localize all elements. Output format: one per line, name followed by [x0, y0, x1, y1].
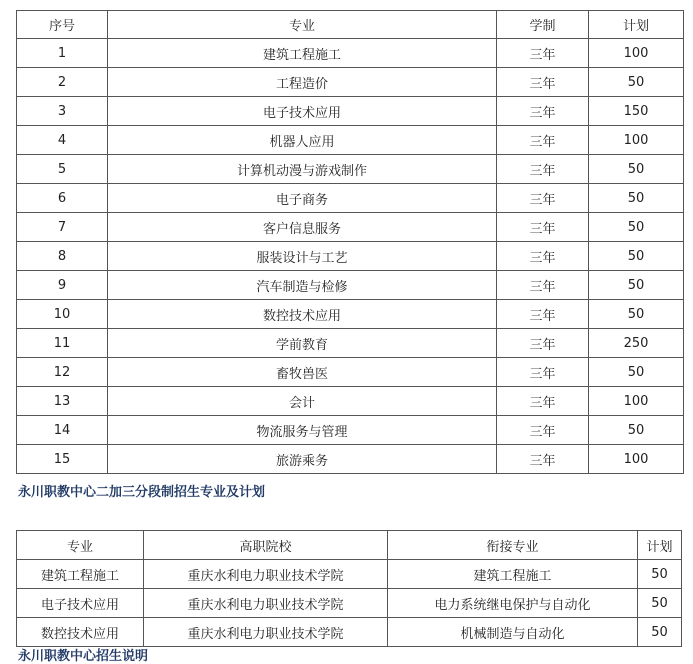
- cell-duration: 三年: [497, 184, 589, 213]
- cell-index: 11: [17, 329, 108, 358]
- cell-index: 12: [17, 358, 108, 387]
- cell-index: 6: [17, 184, 108, 213]
- cell-plan: 50: [638, 618, 682, 647]
- table-row: [17, 68, 684, 97]
- header-college: 高职院校: [144, 531, 388, 560]
- cell-duration: 三年: [497, 126, 589, 155]
- cell-major: 客户信息服务: [108, 213, 497, 242]
- cell-linked-major: 建筑工程施工: [388, 560, 638, 589]
- cell-duration: 三年: [497, 39, 589, 68]
- table-row: [17, 300, 684, 329]
- cell-index: 4: [17, 126, 108, 155]
- cell-plan: 50: [638, 560, 682, 589]
- header-major: 专业: [17, 531, 144, 560]
- table-row: [17, 126, 684, 155]
- table-row: [17, 97, 684, 126]
- cell-major: 数控技术应用: [108, 300, 497, 329]
- cell-major: 会计: [108, 387, 497, 416]
- cell-plan: 50: [589, 300, 684, 329]
- cell-linked-major: 电力系统继电保护与自动化: [388, 589, 638, 618]
- cell-major: 畜牧兽医: [108, 358, 497, 387]
- table-row: [17, 329, 684, 358]
- cell-index: 3: [17, 97, 108, 126]
- cell-major: 物流服务与管理: [108, 416, 497, 445]
- cell-major: 电子技术应用: [17, 589, 144, 618]
- table-row: [17, 39, 684, 68]
- cell-major: 工程造价: [108, 68, 497, 97]
- cell-index: 15: [17, 445, 108, 474]
- cell-linked-major: 机械制造与自动化: [388, 618, 638, 647]
- two-plus-three-table: [16, 530, 682, 647]
- cell-index: 8: [17, 242, 108, 271]
- cell-duration: 三年: [497, 271, 589, 300]
- table-row: [17, 155, 684, 184]
- table-header-row: [17, 531, 682, 560]
- cell-index: 7: [17, 213, 108, 242]
- header-index: 序号: [17, 11, 108, 39]
- table-row: [17, 271, 684, 300]
- header-plan: 计划: [589, 11, 684, 39]
- table-row: [17, 589, 682, 618]
- table-row: [17, 618, 682, 647]
- cell-index: 1: [17, 39, 108, 68]
- cell-plan: 100: [589, 387, 684, 416]
- cell-college: 重庆水利电力职业技术学院: [144, 560, 388, 589]
- cell-plan: 100: [589, 445, 684, 474]
- cell-plan: 50: [638, 589, 682, 618]
- cell-duration: 三年: [497, 300, 589, 329]
- cell-college: 重庆水利电力职业技术学院: [144, 618, 388, 647]
- table-row: [17, 560, 682, 589]
- table-row: [17, 416, 684, 445]
- cell-plan: 100: [589, 126, 684, 155]
- cell-duration: 三年: [497, 242, 589, 271]
- table-row: [17, 358, 684, 387]
- cell-major: 电子商务: [108, 184, 497, 213]
- cell-major: 建筑工程施工: [17, 560, 144, 589]
- cell-plan: 150: [589, 97, 684, 126]
- cell-college: 重庆水利电力职业技术学院: [144, 589, 388, 618]
- cell-index: 5: [17, 155, 108, 184]
- cutoff-heading: 永川职教中心招生说明: [18, 649, 149, 664]
- cell-major: 电子技术应用: [108, 97, 497, 126]
- header-plan: 计划: [638, 531, 682, 560]
- cell-duration: 三年: [497, 213, 589, 242]
- cell-major: 数控技术应用: [17, 618, 144, 647]
- table-header-row: [17, 11, 684, 39]
- cell-major: 计算机动漫与游戏制作: [108, 155, 497, 184]
- cell-major: 建筑工程施工: [108, 39, 497, 68]
- cell-major: 旅游乘务: [108, 445, 497, 474]
- table-row: [17, 242, 684, 271]
- cell-duration: 三年: [497, 358, 589, 387]
- cell-plan: 50: [589, 242, 684, 271]
- header-linked-major: 衔接专业: [388, 531, 638, 560]
- cell-duration: 三年: [497, 329, 589, 358]
- cell-plan: 100: [589, 39, 684, 68]
- cell-plan: 50: [589, 271, 684, 300]
- cell-duration: 三年: [497, 97, 589, 126]
- cell-index: 13: [17, 387, 108, 416]
- cell-duration: 三年: [497, 416, 589, 445]
- cell-major: 汽车制造与检修: [108, 271, 497, 300]
- cell-index: 10: [17, 300, 108, 329]
- cell-plan: 50: [589, 358, 684, 387]
- cell-plan: 50: [589, 416, 684, 445]
- cell-index: 2: [17, 68, 108, 97]
- cell-major: 机器人应用: [108, 126, 497, 155]
- table-row: [17, 387, 684, 416]
- header-duration: 学制: [497, 11, 589, 39]
- section-title: 永川职教中心二加三分段制招生专业及计划: [18, 485, 266, 500]
- cell-plan: 50: [589, 184, 684, 213]
- table-row: [17, 213, 684, 242]
- header-major: 专业: [108, 11, 497, 39]
- cell-plan: 250: [589, 329, 684, 358]
- cell-index: 9: [17, 271, 108, 300]
- cell-duration: 三年: [497, 387, 589, 416]
- cell-major: 学前教育: [108, 329, 497, 358]
- enrollment-plan-table: [16, 10, 684, 474]
- cell-duration: 三年: [497, 155, 589, 184]
- cell-duration: 三年: [497, 68, 589, 97]
- table-row: [17, 445, 684, 474]
- cell-duration: 三年: [497, 445, 589, 474]
- cell-plan: 50: [589, 155, 684, 184]
- cell-major: 服装设计与工艺: [108, 242, 497, 271]
- table-row: [17, 184, 684, 213]
- cell-index: 14: [17, 416, 108, 445]
- cell-plan: 50: [589, 68, 684, 97]
- cell-plan: 50: [589, 213, 684, 242]
